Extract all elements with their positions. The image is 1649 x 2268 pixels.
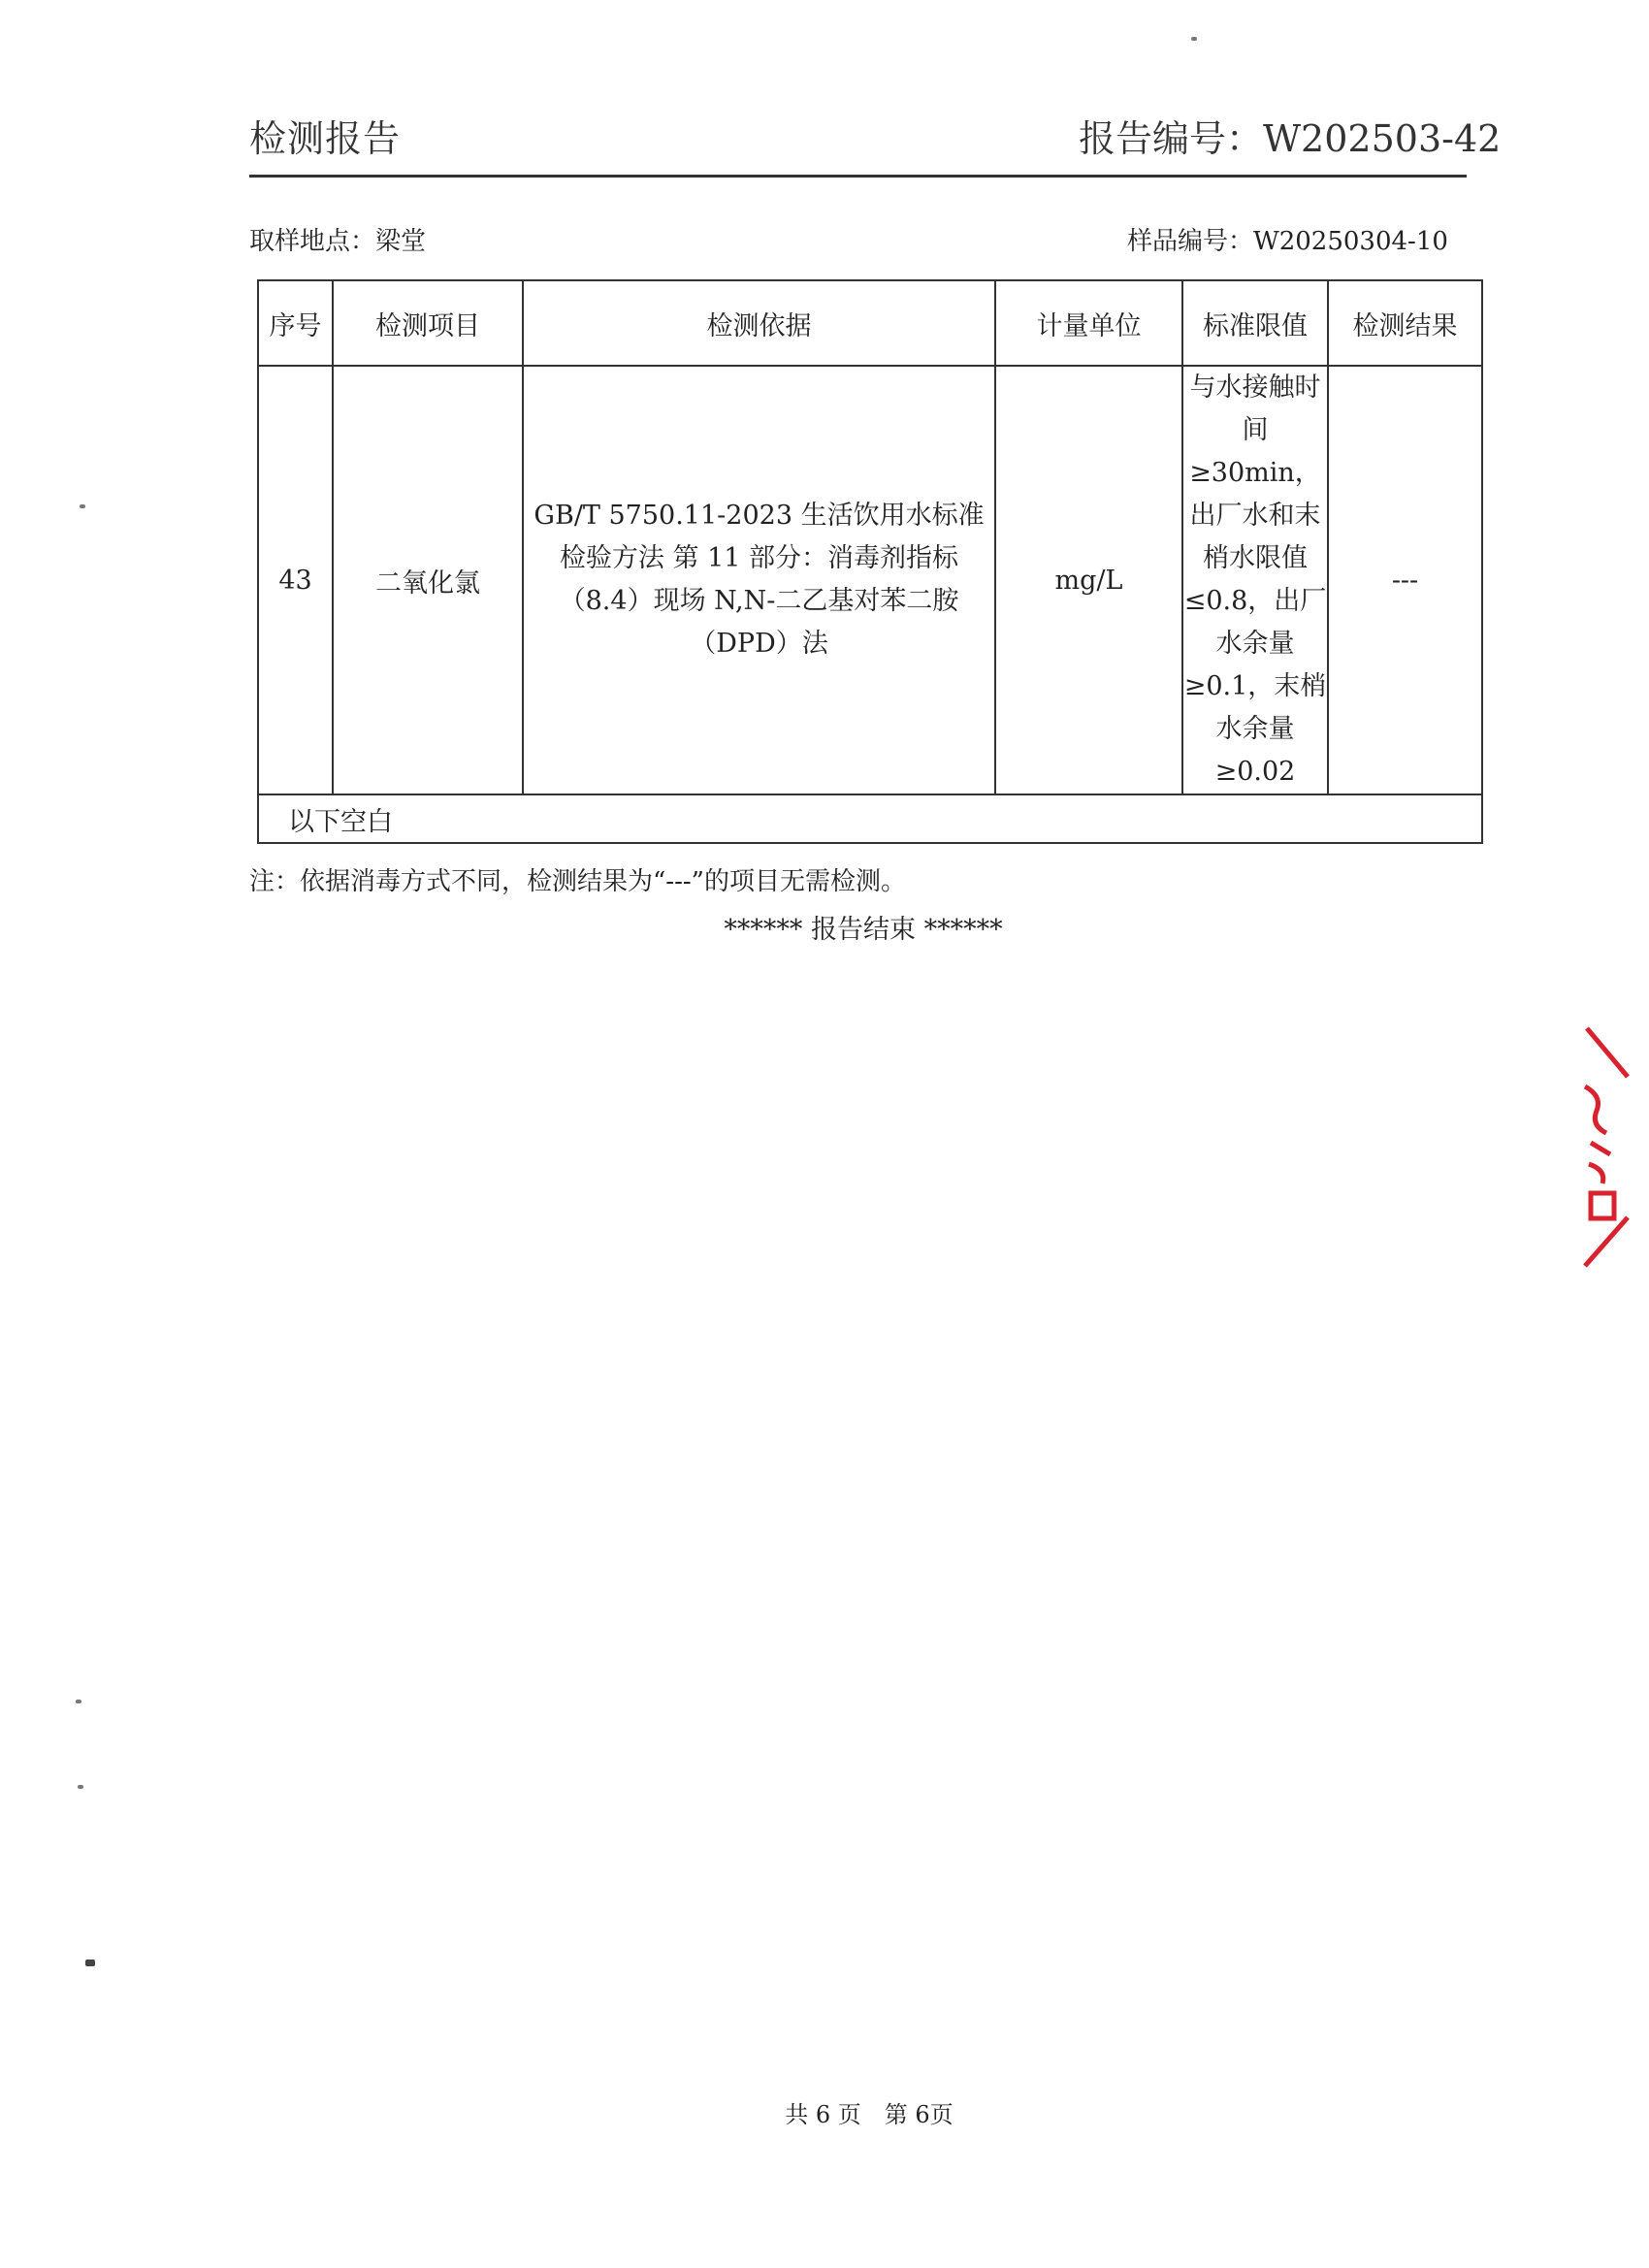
cell-item: 二氧化氯 bbox=[333, 366, 523, 794]
cell-result: --- bbox=[1328, 366, 1482, 794]
cell-limit: 与水接触时间≥30min，出厂水和末梢水限值≤0.8，出厂水余量≥0.1，末梢水余量≥0.02 bbox=[1182, 366, 1328, 794]
scan-speck bbox=[85, 1960, 95, 1966]
cell-basis: GB/T 5750.11-2023 生活饮用水标准检验方法 第 11 部分：消毒剂指标（8.4）现场 N,N-二乙基对苯二胺（DPD）法 bbox=[523, 366, 995, 794]
header-divider bbox=[249, 175, 1467, 178]
col-header-item: 检测项目 bbox=[333, 280, 523, 366]
footnote: 注：依据消毒方式不同，检测结果为“---”的项目无需检测。 bbox=[249, 867, 906, 896]
col-header-limit: 标准限值 bbox=[1182, 280, 1328, 366]
table-header-row bbox=[258, 280, 1482, 366]
report-number: 报告编号：W202503-42 bbox=[1079, 117, 1502, 160]
scan-speck bbox=[80, 504, 85, 508]
page-footer: 共 6 页 第 6页 bbox=[785, 2101, 954, 2128]
results-table bbox=[257, 279, 1483, 844]
scan-speck bbox=[1191, 37, 1197, 41]
col-header-result: 检测结果 bbox=[1328, 280, 1482, 366]
official-seal-icon bbox=[1577, 1019, 1635, 1271]
cell-no: 43 bbox=[258, 366, 333, 794]
table-row bbox=[258, 366, 1482, 794]
col-header-unit: 计量单位 bbox=[995, 280, 1182, 366]
col-header-basis: 检测依据 bbox=[523, 280, 995, 366]
scan-speck bbox=[78, 1785, 83, 1789]
col-header-no: 序号 bbox=[258, 280, 333, 366]
blank-label: 以下空白 bbox=[258, 794, 1482, 843]
sampling-location: 取样地点：梁堂 bbox=[249, 227, 427, 256]
scan-speck bbox=[76, 1700, 81, 1703]
report-end-marker: ****** 报告结束 ****** bbox=[724, 915, 1003, 945]
report-title: 检测报告 bbox=[249, 117, 402, 160]
blank-row bbox=[258, 794, 1482, 843]
sample-number: 样品编号：W20250304-10 bbox=[1127, 227, 1448, 256]
cell-unit: mg/L bbox=[995, 366, 1182, 794]
